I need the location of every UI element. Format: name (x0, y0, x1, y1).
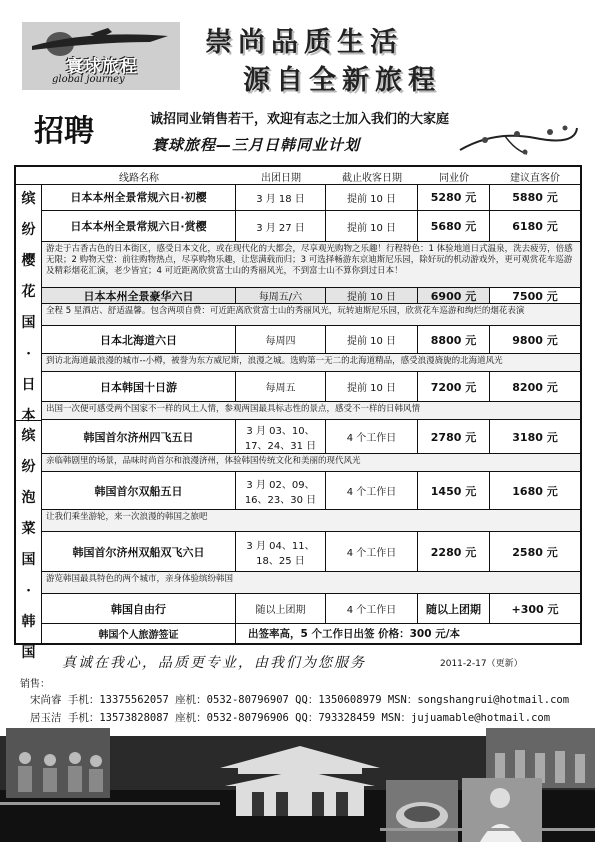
slogan-line-1: 崇尚品质生活 (205, 27, 403, 58)
departure-date: 每周五/六 (236, 288, 326, 303)
route-name: 日本本州全景豪华六日 (42, 288, 236, 303)
departure-date: 随以上团期 (236, 594, 326, 623)
route-description: 亲临韩剧里的场景，品味时尚首尔和浪漫济州，体验韩国传统文化和美丽的现代风光 (42, 454, 580, 472)
departure-date: 3 月 02、09、16、23、30 日 (236, 472, 326, 509)
retail-price: 2580 元 (512, 545, 558, 559)
peer-price: 2280 元 (418, 532, 490, 571)
retail-price: 1680 元 (512, 484, 558, 498)
route-description: 游览韩国最具特色的两个城市，亲身体验缤纷韩国 (42, 572, 580, 594)
route-description: 出国一次便可感受两个国家不一样的风土人情，参观两国最具标志性的景点，感受不一样的日韩风情 (42, 402, 580, 420)
header-route: 线路名称 (119, 173, 159, 184)
service-motto: 真诚在我心，品质更专业，由我们为您服务 (62, 655, 366, 671)
table-row (42, 532, 580, 572)
peer-price: 5680 元 (418, 211, 490, 241)
route-name: 日本本州全景常规六日·初樱 (42, 184, 236, 210)
departure-date: 每周五 (236, 372, 326, 401)
deadline: 提前 10 日 (326, 184, 418, 210)
route-name: 韩国自由行 (42, 594, 236, 623)
departure-date: 每周四 (236, 326, 326, 353)
route-name: 日本北海道六日 (42, 326, 236, 353)
deadline: 提前 10 日 (326, 211, 418, 241)
recruit-text: 诚招同业销售若干，欢迎有志之士加入我们的大家庭 (150, 112, 450, 127)
header-date: 出团日期 (261, 173, 301, 184)
plan-title: 寰球旅程—三月日韩同业计划 (152, 136, 361, 154)
departure-date: 3 月 04、11、18、25 日 (236, 532, 326, 571)
route-name: 日本韩国十日游 (42, 372, 236, 401)
group-label-korea: 缤 纷 泡 菜 国 · 韩 国 (16, 420, 42, 643)
route-name: 韩国首尔济州四飞五日 (42, 420, 236, 453)
route-description: 让我们乘坐游轮，来一次浪漫的韩国之旅吧 (42, 510, 580, 532)
route-description: 全程 5 星酒店、舒适温馨。包含两项自费：可近距离欣赏富士山的秀丽风光，玩转迪斯尼乐园，欣赏花车巡游和绚烂的烟花表演 (42, 304, 580, 326)
peer-price: 5280 元 (418, 184, 490, 210)
peer-price: 6900 元 (418, 288, 490, 303)
table-row (42, 184, 580, 211)
table-row (42, 211, 580, 242)
visa-row (42, 624, 580, 643)
group-label-japan: 缤 纷 樱 花 国 · 日 本 (16, 184, 42, 420)
table-row (42, 420, 580, 454)
update-date: 2011-2-17（更新） (440, 659, 523, 669)
sales-label: 销售： (20, 679, 50, 690)
route-description: 游走于古香古色的日本街区，感受日本文化，或在现代化的大都会，尽享观光购物之乐趣！行程特色：1 体验地道日式温泉，洗去疲劳，倍感无限；2 购物天堂：前往购物热点，尽享购物乐趣，让您满载而归；3 可选择畅游东京迪斯尼乐园，除好玩的机动游戏外，更可观赏花车巡游及精彩烟花汇演，老少皆宜；4 可近距离欣赏富士山的秀丽风光，不到富士山不算你到过日本！ (42, 242, 580, 288)
visa-detail: 出签率高，5 个工作日出签 价格：300 元/本 (248, 628, 461, 640)
deadline: 提前 10 日 (326, 326, 418, 353)
deadline: 4 个工作日 (326, 472, 418, 509)
deadline: 4 个工作日 (326, 594, 418, 623)
departure-date: 3 月 18 日 (236, 184, 326, 210)
table-row (42, 326, 580, 354)
retail-price: 7500 元 (512, 289, 558, 303)
contact-line-1: 宋尚睿 手机：13375562057 座机：0532-80796907 QQ：1350608979 MSN：songshangrui@hotmail.com (30, 694, 570, 706)
table-row (42, 288, 580, 304)
header-deadline: 截止收客日期 (342, 173, 402, 184)
plum-blossom-decoration (455, 120, 580, 158)
visa-label: 韩国个人旅游签证 (42, 624, 236, 643)
table-header (16, 167, 580, 185)
deadline: 4 个工作日 (326, 420, 418, 453)
company-logo (22, 22, 180, 90)
travel-photo-collage (0, 728, 595, 842)
peer-price: 2780 元 (418, 420, 490, 453)
deadline: 4 个工作日 (326, 532, 418, 571)
retail-price: 6180 元 (512, 220, 558, 233)
route-description: 到访北海道最浪漫的城市--小樽，被誉为东方威尼斯，浪漫之城。选购第一无二的北海道精品，感受浪漫旖旎的北海道风光 (42, 354, 580, 372)
recruit-title: 招聘 (34, 114, 94, 149)
deadline: 提前 10 日 (326, 372, 418, 401)
slogan-line-2: 源自全新旅程 (243, 65, 441, 96)
header-peer-price: 同业价 (439, 173, 469, 184)
peer-price: 8800 元 (418, 326, 490, 353)
peer-price: 1450 元 (418, 472, 490, 509)
retail-price: 3180 元 (512, 430, 558, 444)
contact-line-2: 居玉洁 手机：13573828087 座机：0532-80796906 QQ：793328459 MSN：jujuamable@hotmail.com (30, 712, 551, 724)
retail-price: 5880 元 (512, 191, 558, 204)
retail-price: 9800 元 (512, 333, 558, 347)
retail-price: 8200 元 (512, 380, 558, 394)
route-name: 日本本州全景常规六日·赏樱 (42, 211, 236, 241)
table-row (42, 594, 580, 624)
retail-price: +300 元 (511, 602, 559, 616)
table-row (42, 372, 580, 402)
deadline: 提前 10 日 (326, 288, 418, 303)
peer-price: 随以上团期 (418, 594, 490, 623)
table-row (42, 472, 580, 510)
route-name: 韩国首尔济州双船双飞六日 (42, 532, 236, 571)
logo-text: 寰球旅程 (66, 57, 138, 77)
departure-date: 3 月 03、10、17、24、31 日 (236, 420, 326, 453)
peer-price: 7200 元 (418, 372, 490, 401)
departure-date: 3 月 27 日 (236, 211, 326, 241)
header-retail-price: 建议直客价 (510, 173, 560, 184)
route-name: 韩国首尔双船五日 (42, 472, 236, 509)
itinerary-table (14, 165, 582, 661)
logo-subtitle: global journey (52, 74, 125, 85)
